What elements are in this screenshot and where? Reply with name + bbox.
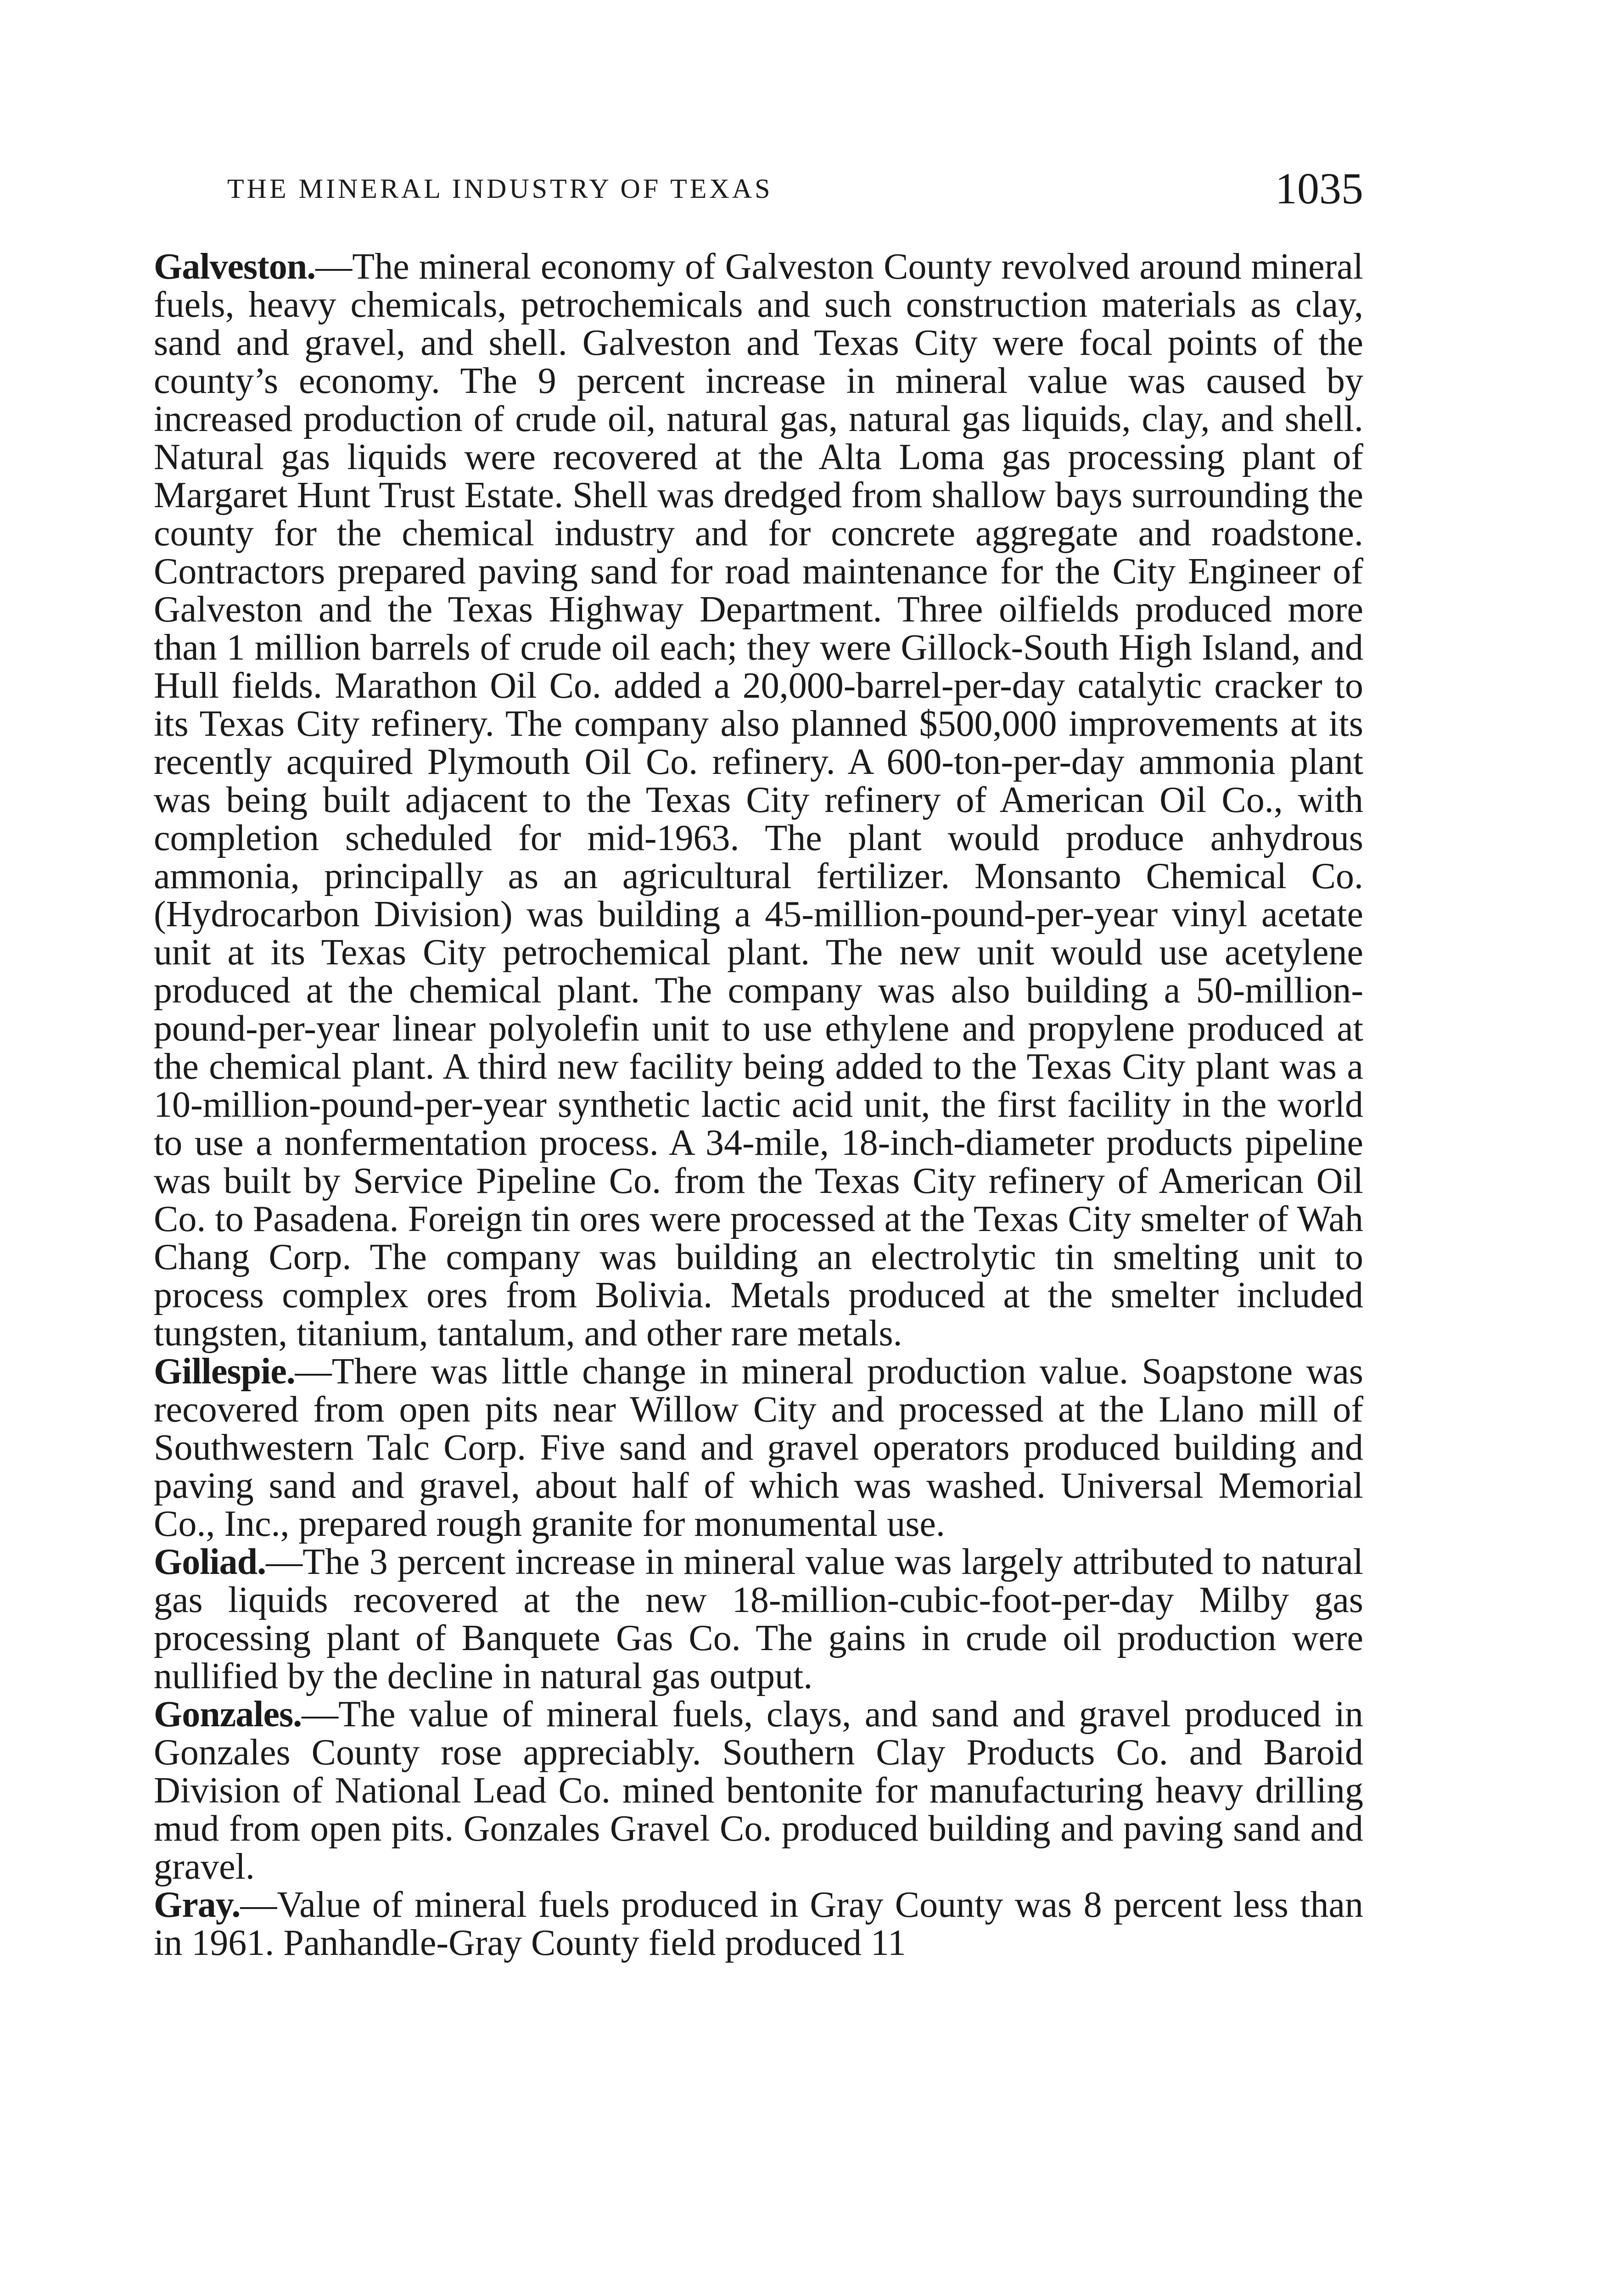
body-text [154,248,1363,1962]
running-title: THE MINERAL INDUSTRY OF TEXAS [227,174,773,204]
running-head [154,163,1363,218]
county-heading-goliad: Goliad. [154,1542,266,1582]
paragraph-text-gillespie: —There was little change in mineral production value. Soapstone was recovered from open pits near Willow City and processed at the Llano mill of Southwestern Talc Corp. Five sand and gravel operators produced building and paving sand and gravel, about half of which was washed. Universal Memorial Co., Inc., prepared rough granite for monumental use. [154,1351,1363,1544]
paragraph-text-galveston: —The mineral economy of Galveston County revolved around mineral fuels, heavy chemicals, petrochemicals and such construction materials as clay, sand and gravel, and shell. Galveston and Texas City were focal points of the county’s economy. The 9 percent increase in mineral value was caused by increased production of crude oil, natural gas, natural gas liquids, clay, and shell. Natural gas liquids were recovered at the Alta Loma gas processing plant of Margaret Hunt Trust Estate. Shell was dredged from shallow bays surrounding the county for the chemical industry and for concrete aggregate and roadstone. Contractors prepared paving sand for road maintenance for the City Engineer of Galveston and the Texas Highway Department. Three oilfields produced more than 1 million barrels of crude oil each; they were Gillock-South High Island, and Hull fields. Marathon Oil Co. added a 20,000-barrel-per-day catalytic cracker to its Texas City refinery. The company also planned $500,000 improvements at its recently acquired Plymouth Oil Co. refinery. A 600-ton-per-day ammonia plant was being built adjacent to the Texas City refinery of American Oil Co., with completion scheduled for mid-1963. The plant would produce anhydrous ammonia, principally as an agricultural fertilizer. Monsanto Chemical Co. (Hydrocarbon Division) was building a 45-million-pound-per-year vinyl acetate unit at its Texas City petrochemical plant. The new unit would use acetylene produced at the chemical plant. The company was also building a 50-million-pound-per-year linear polyolefin unit to use ethylene and propylene produced at the chemical plant. A third new facility being added to the Texas City plant was a 10-million-pound-per-year synthetic lactic acid unit, the first facility in the world to use a nonfermentation process. A 34-mile, 18-inch-diameter products pipeline was built by Service Pipeline Co. from the Texas City refinery of American Oil Co. to Pasadena. Foreign tin ores were processed at the Texas City smelter of Wah Chang Corp. The company was building an electrolytic tin smelting unit to process complex ores from Bolivia. Metals produced at the smelter included tungsten, titanium, tantalum, and other rare metals. [154,246,1363,1354]
paragraph-gray [154,1886,1363,1962]
paragraph-text-gray: —Value of mineral fuels produced in Gray County was 8 percent less than in 1961. Panhandle-Gray County field produced 11 [154,1885,1363,1963]
county-heading-gillespie: Gillespie. [154,1351,295,1392]
paragraph-gillespie [154,1353,1363,1543]
county-heading-galveston: Galveston. [154,246,316,287]
paragraph-galveston [154,248,1363,1353]
paragraph-goliad [154,1543,1363,1696]
paragraph-text-goliad: —The 3 percent increase in mineral value was largely attributed to natural gas liquids recovered at the new 18-million-cubic-foot-per-day Milby gas processing plant of Banquete Gas Co. The gains in crude oil production were nullified by the decline in natural gas output. [154,1542,1363,1696]
county-heading-gray: Gray. [154,1885,241,1925]
paragraph-text-gonzales: —The value of mineral fuels, clays, and sand and gravel produced in Gonzales County rose appreciably. Southern Clay Products Co. and Baroid Division of National Lead Co. mined bentonite for manufacturing heavy drilling mud from open pits. Gonzales Gravel Co. produced building and paving sand and gravel. [154,1694,1363,1887]
page-number: 1035 [1275,164,1363,213]
paragraph-gonzales [154,1696,1363,1886]
county-heading-gonzales: Gonzales. [154,1694,302,1735]
